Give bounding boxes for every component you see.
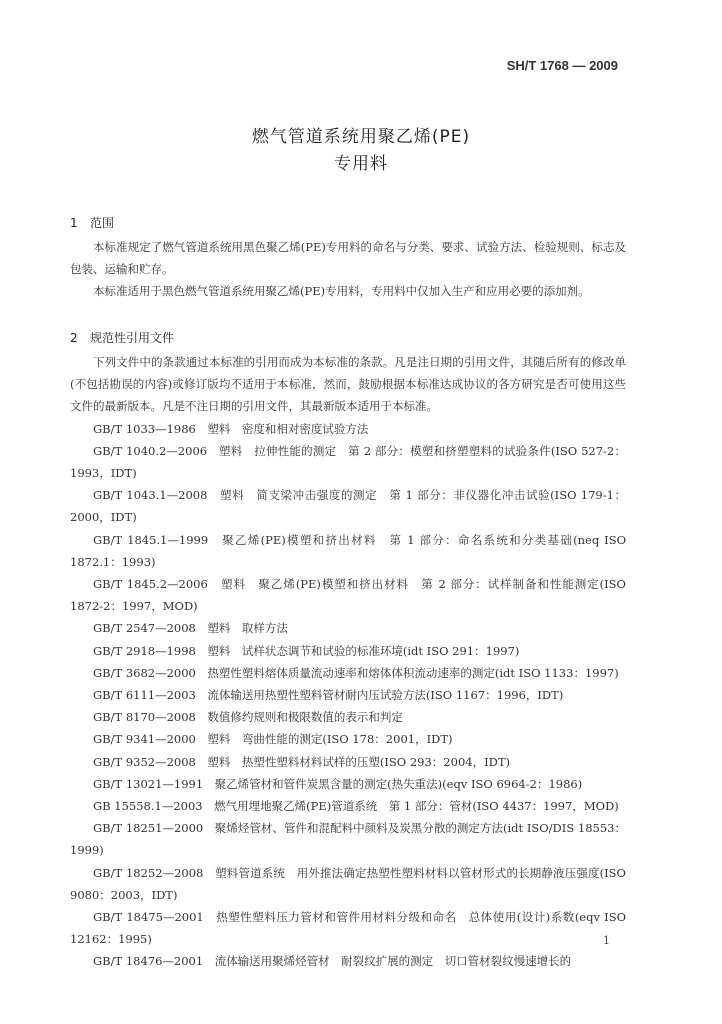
reference-item: GB/T 1845.2—2006 塑料 聚乙烯(PE)模塑和挤出材料 第 2 部分：试样制备和性能测定(ISO 1872-2：1997，MOD) (70, 577, 626, 614)
paragraph: 本标准规定了燃气管道系统用黑色聚乙烯(PE)专用料的命名与分类、要求、试验方法、检验规则、标志及包装、运输和贮存。 (70, 240, 626, 277)
section-title: 范围 (90, 216, 115, 230)
reference-item: GB/T 1033—1986 塑料 密度和相对密度试验方法 (93, 421, 369, 436)
reference-item: GB/T 6111—2003 流体输送用热塑性塑料管材耐内压试验方法(ISO 1167：1996，IDT) (93, 688, 564, 703)
reference-item: GB/T 18251—2000 聚烯烃管材、管件和混配料中颜料及炭黑分散的测定方法(idt ISO/DIS 18553：1999) (70, 821, 626, 858)
document-subtitle: 专用料 (334, 154, 388, 174)
reference-item: GB/T 9341—2000 塑料 弯曲性能的测定(ISO 178：2001，IDT) (93, 732, 453, 747)
reference-item: GB/T 18476—2001 流体输送用聚烯烃管材 耐裂纹扩展的测定 切口管材裂纹慢速增长的 (93, 954, 572, 969)
section-title: 规范性引用文件 (90, 331, 175, 345)
reference-item: GB 15558.1—2003 燃气用埋地聚乙烯(PE)管道系统 第 1 部分：管材(ISO 4437：1997，MOD) (93, 799, 619, 814)
reference-item: GB/T 18475—2001 热塑性塑料压力管材和管件用材料分级和命名 总体使用(设计)系数(eqv ISO 12162：1995) (70, 910, 626, 947)
section-heading-references (70, 329, 174, 346)
reference-item: GB/T 1845.1—1999 聚乙烯(PE)模塑和挤出材料 第 1 部分：命名系统和分类基础(neq ISO 1872.1：1993) (70, 532, 626, 569)
page-number: 1 (603, 934, 610, 947)
section-heading-scope (70, 214, 114, 231)
section-body-references (70, 351, 626, 973)
reference-item: GB/T 2918—1998 塑料 试样状态调节和试验的标准环境(idt ISO 291：1997) (93, 643, 520, 658)
reference-item: GB/T 18252—2008 塑料管道系统 用外推法确定热塑性塑料材料以管材形式的长期静液压强度(ISO 9080：2003，IDT) (70, 865, 626, 902)
reference-item: GB/T 1043.1—2008 塑料 简支梁冲击强度的测定 第 1 部分：非仪器化冲击试验(ISO 179-1：2000，IDT) (70, 488, 626, 525)
section-number: 2 (70, 331, 78, 345)
reference-item: GB/T 1040.2—2006 塑料 拉伸性能的测定 第 2 部分：模塑和挤塑塑料的试验条件(ISO 527-2：1993，IDT) (70, 443, 626, 481)
paragraph: 本标准适用于黑色燃气管道系统用聚乙烯(PE)专用料，专用料中仅加入生产和应用必要的添加剂。 (93, 284, 590, 299)
section-number: 1 (70, 216, 78, 230)
section-body-scope (70, 236, 626, 303)
paragraph: 下列文件中的条款通过本标准的引用而成为本标准的条款。凡是注日期的引用文件，其随后所有的修改单(不包括勘误的内容)或修订版均不适用于本标准，然而，鼓励根据本标准达成协议的各方研究是否可使用这些文件的最新版本。凡是不注日期的引用文件，其最新版本适用于本标准。 (70, 355, 626, 414)
reference-item: GB/T 3682—2000 热塑性塑料熔体质量流动速率和熔体体积流动速率的测定(idt ISO 1133：1997) (93, 665, 619, 680)
document-title: 燃气管道系统用聚乙烯(PE) (251, 127, 471, 147)
standard-code: SH/T 1768 — 2009 (506, 58, 618, 73)
reference-item: GB/T 9352—2008 塑料 热塑性塑料材料试样的压塑(ISO 293：2004，IDT) (93, 754, 510, 769)
reference-item: GB/T 13021—1991 聚乙烯管材和管件炭黑含量的测定(热失重法)(eqv ISO 6964-2：1986) (93, 776, 583, 791)
reference-item: GB/T 2547—2008 塑料 取样方法 (93, 621, 288, 636)
reference-item: GB/T 8170—2008 数值修约规则和极限数值的表示和判定 (93, 710, 403, 725)
